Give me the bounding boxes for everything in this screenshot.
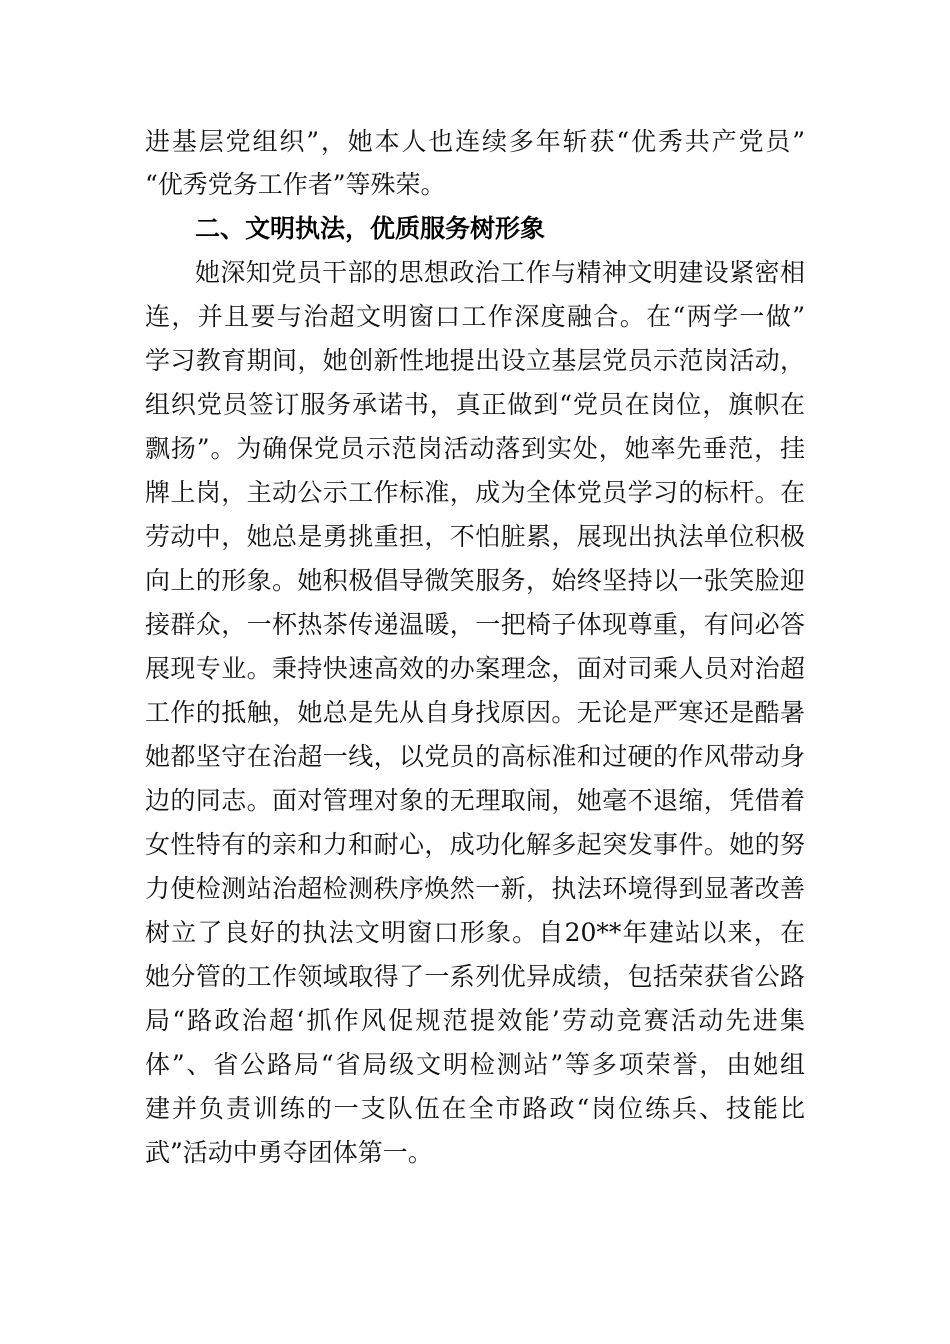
paragraph-line: 女性特有的亲和力和耐心，成功化解多起突发事件。她的努	[145, 830, 805, 859]
paragraph-line: 边的同志。面对管理对象的无理取闹，她毫不退缩，凭借着	[145, 786, 805, 815]
paragraph-line: 她都坚守在治超一线，以党员的高标准和过硬的作风带动身	[145, 742, 805, 771]
paragraph-line: 武”活动中勇夺团体第一。	[145, 1138, 433, 1167]
paragraph-line: 连，并且要与治超文明窗口工作深度融合。在“两学一做”	[145, 302, 805, 331]
paragraph-line: 进基层党组织”，她本人也连续多年斩获“优秀共产党员”	[145, 127, 805, 156]
paragraph-line: 她深知党员干部的思想政治工作与精神文明建设紧密相	[195, 258, 805, 287]
paragraph-line: 树立了良好的执法文明窗口形象。自20**年建站以来，在	[145, 918, 805, 947]
paragraph-line: 学习教育期间，她创新性地提出设立基层党员示范岗活动，	[145, 346, 805, 375]
paragraph-line: 接群众，一杯热茶传递温暖，一把椅子体现尊重，有问必答	[145, 610, 805, 639]
paragraph-line: 工作的抵触，她总是先从自身找原因。无论是严寒还是酷暑	[145, 698, 805, 727]
section-heading: 二、文明执法，优质服务树形象	[195, 214, 546, 243]
paragraph-line: 飘扬”。为确保党员示范岗活动落到实处，她率先垂范，挂	[145, 434, 805, 463]
paragraph-line: 局“路政治超‘抓作风促规范提效能’劳动竞赛活动先进集	[145, 1006, 805, 1035]
paragraph-line: 体”、省公路局“省局级文明检测站”等多项荣誉，由她组	[145, 1050, 805, 1079]
paragraph-line: “优秀党务工作者”等殊荣。	[145, 170, 446, 199]
paragraph-line: 展现专业。秉持快速高效的办案理念，面对司乘人员对治超	[145, 654, 805, 683]
paragraph-line: 建并负责训练的一支队伍在全市路政“岗位练兵、技能比	[145, 1094, 805, 1123]
paragraph-line: 牌上岗，主动公示工作标准，成为全体党员学习的标杆。在	[145, 478, 805, 507]
paragraph-line: 劳动中，她总是勇挑重担，不怕脏累，展现出执法单位积极	[145, 522, 805, 551]
paragraph-line: 组织党员签订服务承诺书，真正做到“党员在岗位，旗帜在	[145, 390, 805, 419]
paragraph-line: 向上的形象。她积极倡导微笑服务，始终坚持以一张笑脸迎	[145, 566, 805, 595]
paragraph-line: 她分管的工作领域取得了一系列优异成绩，包括荣获省公路	[145, 962, 805, 991]
paragraph-line: 力使检测站治超检测秩序焕然一新，执法环境得到显著改善	[145, 874, 805, 903]
